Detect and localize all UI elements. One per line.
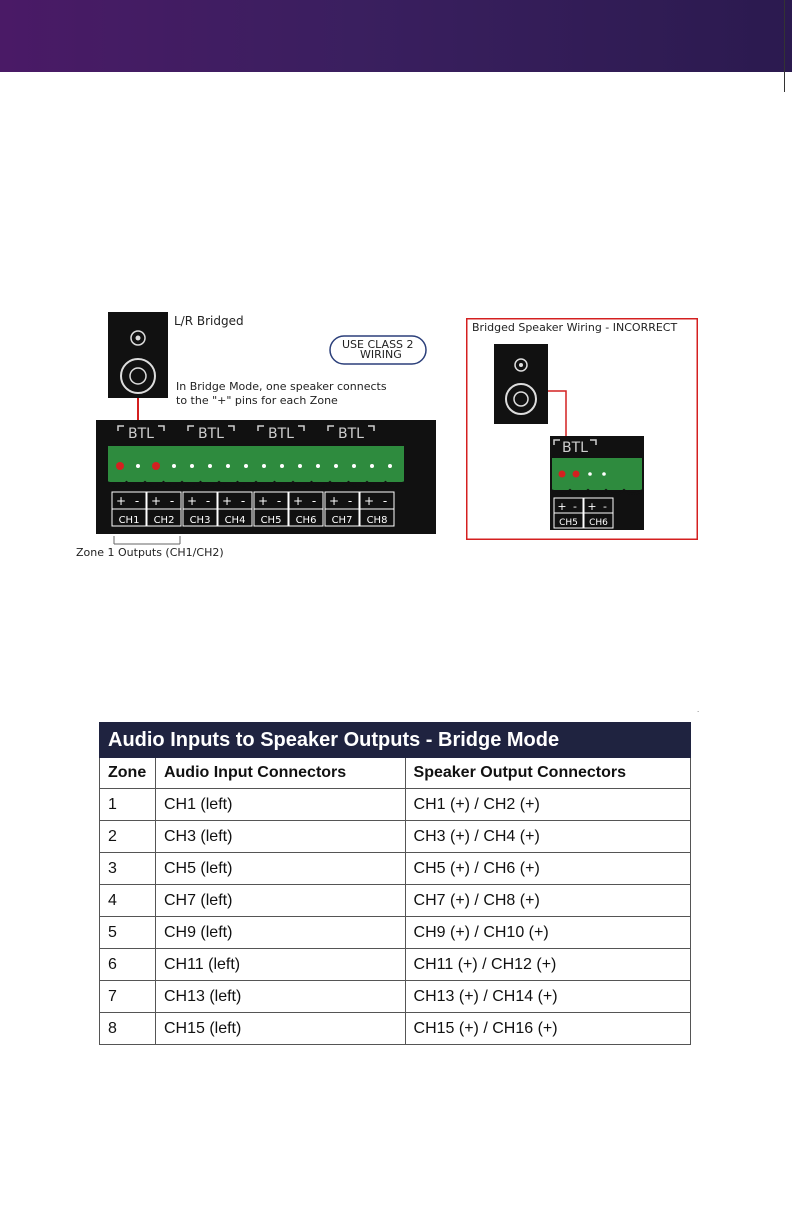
channel-label: CH2 [153,515,175,526]
output-cell: CH5 (+) / CH6 (+) [405,853,690,885]
table-row [100,821,691,853]
output-cell: CH15 (+) / CH16 (+) [405,1013,690,1045]
incorrect-wiring-diagram [466,318,698,540]
zone-cell: 3 [100,853,156,885]
terminal-pin [262,464,266,468]
polarity-label: - [311,494,317,508]
bridge-note-line1: In Bridge Mode, one speaker connects [176,380,387,393]
terminal-pin [172,464,176,468]
zone-caption: Zone 1 Outputs (CH1/CH2) [76,546,224,559]
tweeter-center [136,336,141,341]
polarity-label: + [150,494,162,508]
channel-label: CH6 [589,518,608,528]
terminal-pin [152,462,160,470]
table-row [100,853,691,885]
btl-label: BTL [198,426,224,442]
polarity-label: + [363,494,375,508]
terminal-pin [559,471,566,478]
zone-cell: 7 [100,981,156,1013]
terminal-pin [573,471,580,478]
table-row [100,949,691,981]
header-banner [0,0,792,72]
polarity-label: + [221,494,233,508]
channel-label-boxes-right [554,498,613,528]
col-speaker-output: Speaker Output Connectors [405,758,690,789]
terminal-pin [334,464,338,468]
polarity-label: + [587,500,597,513]
polarity-label: + [292,494,304,508]
channel-label: CH5 [260,515,282,526]
polarity-label: - [573,500,577,513]
channel-label: CH1 [118,515,140,526]
input-cell: CH9 (left) [155,917,405,949]
btl-label: BTL [128,426,154,442]
terminal-pin [602,472,606,476]
terminal-pin [280,464,284,468]
terminal-pin [316,464,320,468]
speaker-label: L/R Bridged [174,314,244,328]
incorrect-title: Bridged Speaker Wiring - INCORRECT [472,321,678,334]
terminal-pin [116,462,124,470]
channel-label: CH6 [295,515,317,526]
input-cell: CH11 (left) [155,949,405,981]
polarity-label: + [186,494,198,508]
bridge-mode-table [99,722,691,1045]
class2-line1: USE CLASS 2 [342,338,414,351]
zone-cell: 8 [100,1013,156,1045]
polarity-label: - [603,500,607,513]
input-cell: CH3 (left) [155,821,405,853]
polarity-label: - [382,494,388,508]
polarity-label: - [205,494,211,508]
input-cell: CH1 (left) [155,789,405,821]
terminal-pin [588,472,592,476]
terminal-pin [244,464,248,468]
btl-label: BTL [562,440,588,456]
table-header-row [100,758,691,789]
input-cell: CH13 (left) [155,981,405,1013]
table-title-row [100,723,691,758]
terminal-pin [370,464,374,468]
terminal-pin [226,464,230,468]
bridge-note-line2: to the "+" pins for each Zone [176,394,338,407]
table-row [100,917,691,949]
polarity-label: - [276,494,282,508]
table-title: Audio Inputs to Speaker Outputs - Bridge Mode [100,723,691,758]
input-cell: CH15 (left) [155,1013,405,1045]
polarity-label: - [169,494,175,508]
polarity-label: + [257,494,269,508]
polarity-label: - [240,494,246,508]
table-row [100,789,691,821]
class2-line2: WIRING [360,348,402,361]
page-edge-line [784,0,785,92]
output-cell: CH9 (+) / CH10 (+) [405,917,690,949]
zone-cell: 6 [100,949,156,981]
speaker-cabinet [108,312,168,398]
col-zone: Zone [100,758,156,789]
terminal-pin [190,464,194,468]
terminal-block [108,446,404,482]
terminal-pin [298,464,302,468]
polarity-label: - [134,494,140,508]
bridge-wiring-diagram [70,300,450,570]
channel-label: CH3 [189,515,211,526]
terminal-pin [136,464,140,468]
btl-label: BTL [338,426,364,442]
zone-cell: 1 [100,789,156,821]
output-cell: CH11 (+) / CH12 (+) [405,949,690,981]
output-cell: CH3 (+) / CH4 (+) [405,821,690,853]
table-row [100,981,691,1013]
input-cell: CH5 (left) [155,853,405,885]
channel-label: CH7 [331,515,353,526]
zone-cell: 2 [100,821,156,853]
input-cell: CH7 (left) [155,885,405,917]
terminal-pin [388,464,392,468]
col-audio-input: Audio Input Connectors [155,758,405,789]
polarity-label: + [115,494,127,508]
output-cell: CH1 (+) / CH2 (+) [405,789,690,821]
polarity-label: + [557,500,567,513]
btl-label: BTL [268,426,294,442]
tweeter-right-center [519,363,523,367]
zone-cell: 4 [100,885,156,917]
zone-cell: 5 [100,917,156,949]
output-cell: CH7 (+) / CH8 (+) [405,885,690,917]
channel-label: CH8 [366,515,388,526]
output-cell: CH13 (+) / CH14 (+) [405,981,690,1013]
incorrect-wiring-figure [466,318,698,540]
terminal-pin [352,464,356,468]
channel-label: CH4 [224,515,246,526]
terminal-pin [208,464,212,468]
page-mark: . [697,705,700,714]
polarity-label: - [347,494,353,508]
table-row [100,885,691,917]
polarity-label: + [328,494,340,508]
table-row [100,1013,691,1045]
channel-label: CH5 [559,518,578,528]
